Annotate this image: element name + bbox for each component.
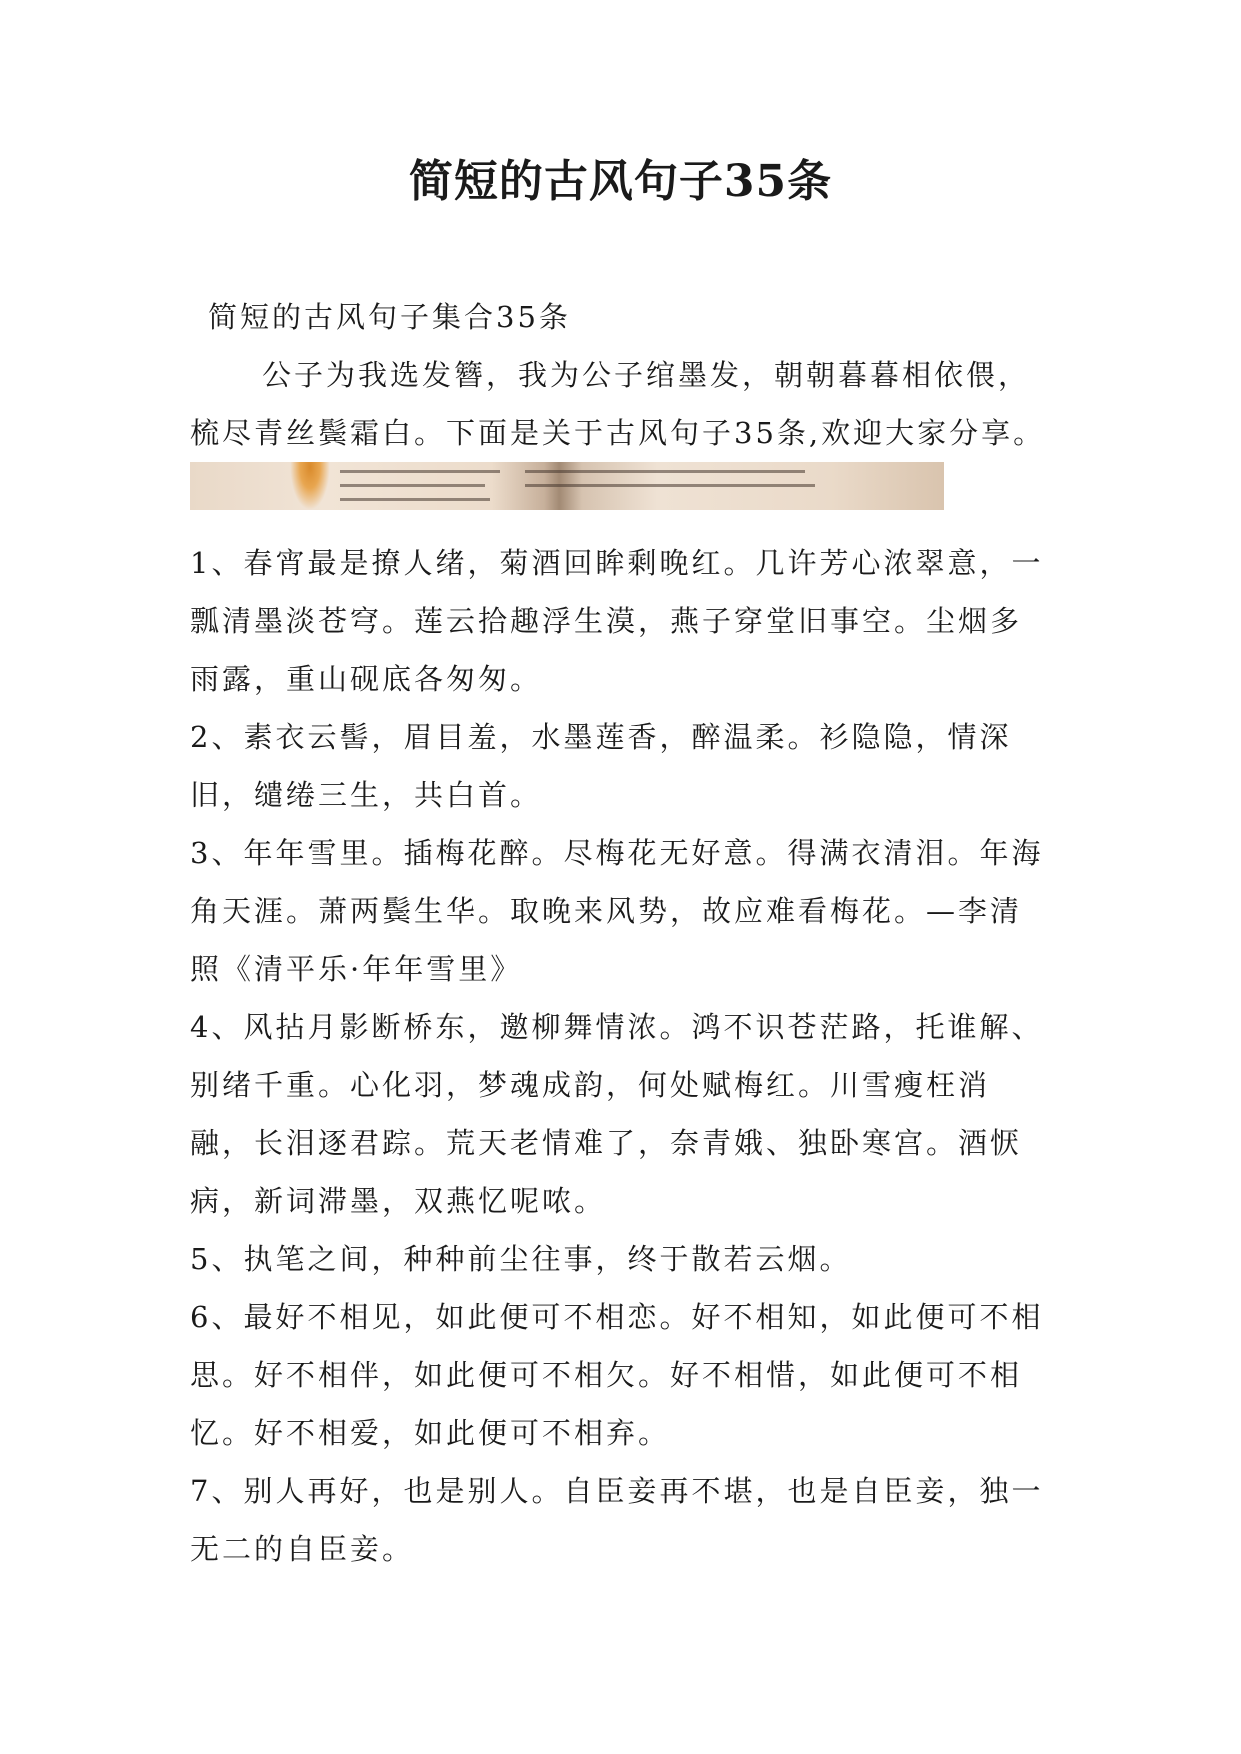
candle-flame-decoration [290, 462, 330, 510]
quote-item-4: 4、风拈月影断桥东，邀柳舞情浓。鸿不识苍茫路，托谁解、别绪千重。心化羽，梦魂成韵，何处赋梅红。川雪瘦枉消融，长泪逐君踪。荒天老情难了，奈青娥、独卧寒宫。酒恹病，新词滞墨，双燕忆呢哝。 [190, 1010, 1044, 1218]
quote-item-2: 2、素衣云髻，眉目羞，水墨莲香，醉温柔。衫隐隐，情深旧，缱绻三生，共白首。 [190, 720, 1012, 812]
quote-item-3: 3、年年雪里。插梅花醉。尽梅花无好意。得满衣清泪。年海角天涯。萧两鬓生华。取晚来风势，故应难看梅花。—李清照《清平乐·年年雪里》 [190, 836, 1044, 986]
banner-text-line [340, 498, 490, 501]
quote-item-6: 6、最好不相见，如此便可不相恋。好不相知，如此便可不相思。好不相伴，如此便可不相欠。好不相惜，如此便可不相忆。好不相爱，如此便可不相弃。 [190, 1300, 1044, 1450]
banner-text-line [340, 484, 485, 487]
quote-item-7: 7、别人再好，也是别人。自臣妾再不堪，也是自臣妾，独一无二的自臣妾。 [190, 1474, 1044, 1566]
quote-item-1: 1、春宵最是撩人绪，菊酒回眸剩晚红。几许芳心浓翠意，一瓢清墨淡苍穹。莲云拾趣浮生漠，燕子穿堂旧事空。尘烟多雨露，重山砚底各匆匆。 [190, 546, 1044, 696]
quote-item-5: 5、执笔之间，种种前尘往事，终于散若云烟。 [190, 1242, 852, 1276]
banner-text-line [525, 470, 805, 473]
banner-text-line [340, 470, 500, 473]
page-title: 简短的古风句子35条 [408, 156, 833, 207]
book-page-banner-image [190, 462, 944, 510]
intro-paragraph: 公子为我选发簪，我为公子绾墨发，朝朝暮暮相依偎，梳尽青丝鬓霜白。下面是关于古风句子35条,欢迎大家分享。 [190, 358, 1046, 450]
banner-text-line [525, 484, 815, 487]
document-body [190, 292, 1050, 1578]
document-subtitle: 简短的古风句子集合35条 [208, 300, 571, 334]
